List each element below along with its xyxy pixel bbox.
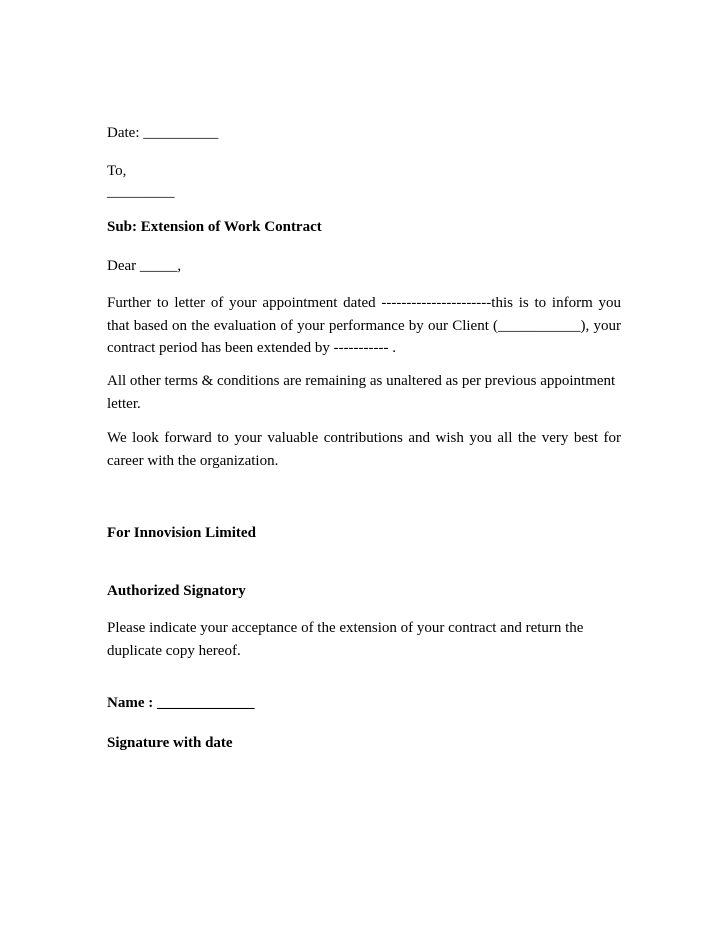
salutation: Dear _____, [107, 258, 182, 274]
acceptance-paragraph: Please indicate your acceptance of the extension of your contract and return the duplicate copy hereof. [107, 620, 584, 659]
recipient-label: To, [107, 163, 127, 179]
body-paragraph-closing: We look forward to your valuable contributions and wish you all the very best for career with the organization. [107, 430, 621, 469]
body-paragraph-terms: All other terms & conditions are remaining as unaltered as per previous appointment letter. [107, 373, 616, 412]
subject-line: Sub: Extension of Work Contract [107, 219, 322, 235]
date-line: Date: __________ [107, 125, 219, 141]
name-line: Name : _____________ [107, 695, 255, 711]
authorized-signatory: Authorized Signatory [107, 583, 246, 599]
body-paragraph-extension: Further to letter of your appointment dated ----------------------this is to inform you that based on the evaluation of your performance by our Client (___________), your contract period has been extended by ----------- . [107, 295, 621, 356]
recipient-blank: _________ [107, 184, 175, 200]
company-name: For Innovision Limited [107, 525, 256, 541]
signature-line: Signature with date [107, 735, 233, 751]
